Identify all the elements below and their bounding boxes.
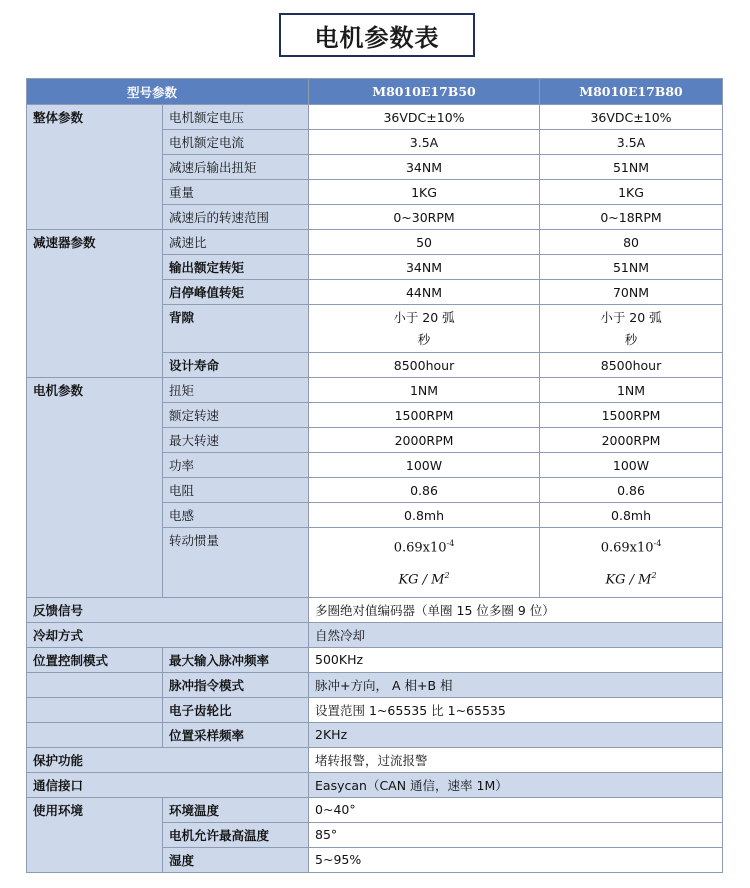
row-label: 电感 <box>163 503 309 528</box>
row-label: 最大转速 <box>163 428 309 453</box>
value-2-line-1: 小于 20 弧 <box>600 309 662 325</box>
value-2: 1KG <box>540 180 723 205</box>
row-label: 转动惯量 <box>163 528 309 598</box>
empty-cell <box>27 672 163 697</box>
empty-cell <box>27 722 163 747</box>
inertia-base: 0.69x10 <box>600 540 654 556</box>
row-label: 湿度 <box>163 847 309 872</box>
inertia-unit-text: KG / M <box>398 572 445 588</box>
value-1 <box>309 305 540 353</box>
value-1: 34NM <box>309 255 540 280</box>
value-1: 1NM <box>309 378 540 403</box>
table-row <box>27 797 723 822</box>
value-1: 0~30RPM <box>309 205 540 230</box>
inertia-exp: -4 <box>446 539 455 548</box>
row-label: 减速后的转速范围 <box>163 205 309 230</box>
row-value: 0~40° <box>309 797 723 822</box>
value-1-line-1: 小于 20 弧 <box>393 309 455 325</box>
model-2: M8010E17B80 <box>540 79 723 105</box>
cooling-label: 冷却方式 <box>27 622 309 647</box>
row-label: 背隙 <box>163 305 309 353</box>
value-2: 100W <box>540 453 723 478</box>
value-2: 3.5A <box>540 130 723 155</box>
table-row <box>27 230 723 255</box>
value-2: 1NM <box>540 378 723 403</box>
row-value: 500KHz <box>309 647 723 672</box>
value-1: 2000RPM <box>309 428 540 453</box>
value-2: 70NM <box>540 280 723 305</box>
row-label: 电机额定电流 <box>163 130 309 155</box>
table-row <box>27 597 723 622</box>
inertia-unit-exp: 2 <box>651 571 657 581</box>
value-2: 0.8mh <box>540 503 723 528</box>
cooling-value: 自然冷却 <box>309 622 723 647</box>
table-row <box>27 747 723 772</box>
model-label: 型号参数 <box>27 79 309 105</box>
inertia-unit-text: KG / M <box>605 572 652 588</box>
row-label: 电机额定电压 <box>163 105 309 130</box>
table-row <box>27 697 723 722</box>
inertia-number <box>309 530 539 562</box>
value-2 <box>540 305 723 353</box>
empty-cell <box>27 697 163 722</box>
value-2: 36VDC±10% <box>540 105 723 130</box>
comm-value: Easycan（CAN 通信，速率 1M） <box>309 772 723 797</box>
feedback-value: 多圈绝对值编码器（单圈 15 位多圈 9 位） <box>309 597 723 622</box>
row-label: 环境温度 <box>163 797 309 822</box>
value-1: 36VDC±10% <box>309 105 540 130</box>
value-2-line-2: 秒 <box>624 331 638 347</box>
row-label: 重量 <box>163 180 309 205</box>
row-value: 脉冲+方向， A 相+B 相 <box>309 672 723 697</box>
row-label: 额定转速 <box>163 403 309 428</box>
value-1: 8500hour <box>309 353 540 378</box>
value-2: 2000RPM <box>540 428 723 453</box>
table-row <box>27 622 723 647</box>
row-label: 电阻 <box>163 478 309 503</box>
section-position: 位置控制模式 <box>27 647 163 672</box>
value-1-line-2: 秒 <box>417 331 431 347</box>
value-2: 1500RPM <box>540 403 723 428</box>
value-1: 50 <box>309 230 540 255</box>
table-row <box>27 772 723 797</box>
row-label: 扭矩 <box>163 378 309 403</box>
row-label: 电机允许最高温度 <box>163 822 309 847</box>
value-1: 0.8mh <box>309 503 540 528</box>
table-row <box>27 105 723 130</box>
value-2: 0.86 <box>540 478 723 503</box>
inertia-unit-exp: 2 <box>444 571 450 581</box>
table-row <box>27 672 723 697</box>
inertia-value-1 <box>309 528 540 598</box>
row-label: 位置采样频率 <box>163 722 309 747</box>
protection-label: 保护功能 <box>27 747 309 772</box>
table-row <box>27 647 723 672</box>
row-label: 最大输入脉冲频率 <box>163 647 309 672</box>
comm-label: 通信接口 <box>27 772 309 797</box>
value-1: 1500RPM <box>309 403 540 428</box>
value-1: 1KG <box>309 180 540 205</box>
inertia-unit <box>309 562 539 594</box>
section-overall: 整体参数 <box>27 105 163 230</box>
row-label: 功率 <box>163 453 309 478</box>
value-2: 51NM <box>540 155 723 180</box>
table-row <box>27 722 723 747</box>
page-title: 电机参数表 <box>279 13 475 57</box>
inertia-base: 0.69x10 <box>393 540 447 556</box>
value-1: 34NM <box>309 155 540 180</box>
spec-table <box>26 78 723 873</box>
value-1: 0.86 <box>309 478 540 503</box>
value-2: 80 <box>540 230 723 255</box>
inertia-unit <box>540 562 722 594</box>
row-value: 设置范围 1~65535 比 1~65535 <box>309 697 723 722</box>
value-2: 0~18RPM <box>540 205 723 230</box>
inertia-number <box>540 530 722 562</box>
inertia-exp: -4 <box>653 539 662 548</box>
section-reducer: 减速器参数 <box>27 230 163 378</box>
row-label: 电子齿轮比 <box>163 697 309 722</box>
value-1: 44NM <box>309 280 540 305</box>
value-2: 8500hour <box>540 353 723 378</box>
row-label: 启停峰值转矩 <box>163 280 309 305</box>
value-1: 100W <box>309 453 540 478</box>
feedback-label: 反馈信号 <box>27 597 309 622</box>
row-label: 输出额定转矩 <box>163 255 309 280</box>
section-env: 使用环境 <box>27 797 163 872</box>
row-value: 85° <box>309 822 723 847</box>
inertia-value-2 <box>540 528 723 598</box>
protection-value: 堵转报警，过流报警 <box>309 747 723 772</box>
section-motor: 电机参数 <box>27 378 163 598</box>
model-1: M8010E17B50 <box>309 79 540 105</box>
header-row <box>27 79 723 105</box>
value-2: 51NM <box>540 255 723 280</box>
row-label: 减速比 <box>163 230 309 255</box>
row-label: 脉冲指令模式 <box>163 672 309 697</box>
row-label: 设计寿命 <box>163 353 309 378</box>
row-value: 2KHz <box>309 722 723 747</box>
value-1: 3.5A <box>309 130 540 155</box>
table-row <box>27 378 723 403</box>
row-value: 5~95% <box>309 847 723 872</box>
row-label: 减速后输出扭矩 <box>163 155 309 180</box>
